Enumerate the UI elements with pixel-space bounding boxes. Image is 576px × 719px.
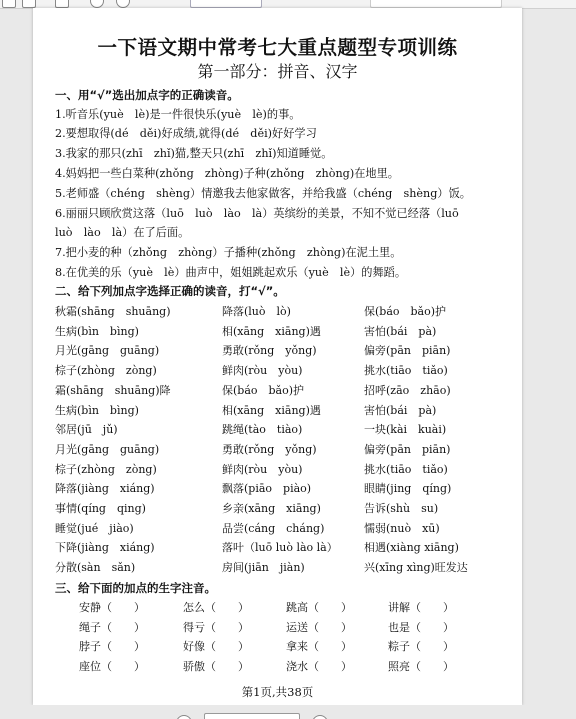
pinyin-choice-item: 害怕(bái pà) — [364, 403, 437, 417]
annotation-item: 得亏（ ） — [183, 620, 249, 634]
pinyin-choice-item: 秋霜(shāng shuāng) — [55, 305, 171, 318]
document-page — [33, 8, 522, 705]
pinyin-choice-item: 相(xāng xiāng)遇 — [222, 324, 321, 338]
pinyin-choice-item: 生病(bìn bìng) — [55, 403, 139, 417]
pinyin-choice-item: 乡亲(xāng xiāng) — [222, 502, 321, 515]
zoom-select[interactable] — [190, 0, 262, 8]
page-input[interactable] — [204, 713, 300, 719]
pinyin-choice-item: 霜(shāng shuāng)降 — [55, 383, 171, 397]
next-page-icon[interactable] — [312, 715, 328, 719]
pinyin-choice-item: 勇敢(rǒng yǒng) — [222, 344, 317, 358]
annotation-item: 跳高（ ） — [286, 601, 352, 614]
pinyin-choice-item: 保(báo bǎo)护 — [222, 383, 305, 397]
pinyin-choice-item: 眼睛(jing qíng) — [364, 482, 452, 496]
section2-heading: 二、给下列加点字选择正确的读音，打“√”。 — [55, 284, 285, 298]
pinyin-choice-item: 懦弱(nuò xū) — [364, 521, 440, 535]
annotation-item: 骄傲（ ） — [183, 659, 249, 673]
pinyin-choice-item: 告诉(shù su) — [364, 502, 439, 515]
question-item: 4.妈妈把一些白菜种(zhǒng zhòng)子种(zhǒng zhòng)在地里。 — [55, 167, 399, 180]
pinyin-choice-item: 棕子(zhòng zòng) — [55, 364, 157, 378]
zoom-out-icon[interactable] — [90, 0, 104, 8]
pinyin-choice-item: 事情(qíng qing) — [55, 502, 146, 515]
pinyin-choice-item: 下降(jiàng xiáng) — [55, 541, 155, 555]
question-item: 5.老师盛（chéng shèng）情邀我去他家做客，并给我盛（chéng shèng）饭。 — [55, 187, 471, 200]
pinyin-choice-item: 飘落(piāo piào) — [222, 482, 312, 496]
annotation-item: 好像（ ） — [183, 640, 249, 654]
pinyin-choice-item: 月光(gāng guāng) — [55, 344, 160, 358]
page-number: 第1页,共38页 — [241, 685, 314, 699]
pinyin-choice-item: 跳绳(tào tiào) — [222, 423, 303, 437]
pinyin-choice-item: 鲜肉(ròu yòu) — [222, 462, 303, 476]
pinyin-choice-item: 月光(gāng guāng) — [55, 442, 160, 456]
viewer-bottom-bar — [0, 705, 576, 719]
annotation-item: 脖子（ ） — [79, 640, 145, 654]
sidebar-toggle-icon[interactable] — [2, 0, 16, 8]
pinyin-choice-item: 睡觉(jué jiào) — [55, 521, 134, 535]
question-item: 3.我家的那只(zhī zhǐ)猫,整天只(zhī zhǐ)知道睡觉。 — [55, 147, 333, 160]
question-item: 6.丽丽只顾欣赏这落（luō luò lào là）英缤纷的美景，不知不觉已经落（luō — [55, 207, 459, 220]
pinyin-choice-item: 挑水(tiāo tiǎo) — [364, 364, 448, 378]
annotation-item: 粽子（ ） — [388, 640, 454, 654]
section3-heading: 三、给下面的加点的生字注音。 — [55, 581, 216, 595]
pinyin-choice-item: 落叶（luō luò lào là） — [222, 541, 338, 555]
annotation-item: 绳子（ ） — [79, 620, 145, 634]
pinyin-choice-item: 生病(bìn bìng) — [55, 324, 139, 338]
annotation-item: 照亮（ ） — [388, 659, 454, 673]
pinyin-choice-item: 挑水(tiāo tiǎo) — [364, 462, 448, 476]
question-item: luò lào là）在了后面。 — [55, 226, 190, 239]
pinyin-choice-item: 偏旁(pān piān) — [364, 344, 451, 358]
page-view-icon[interactable] — [22, 0, 36, 8]
annotation-item: 运送（ ） — [286, 620, 352, 634]
toolbar-menu-area[interactable] — [370, 0, 502, 8]
page-title: 一下语文期中常考七大重点题型专项训练 — [97, 36, 458, 59]
pinyin-choice-item: 降落(jiàng xiáng) — [55, 482, 155, 496]
prev-page-icon[interactable] — [176, 715, 192, 719]
pinyin-choice-item: 兴(xīng xìng)旺发达 — [364, 561, 468, 575]
annotation-item: 也是（ ） — [388, 620, 454, 634]
question-item: 2.要想取得(dé děi)好成绩,就得(dé děi)好好学习 — [55, 127, 317, 140]
copy-icon[interactable] — [55, 0, 69, 8]
pinyin-choice-item: 保(báo bǎo)护 — [364, 305, 447, 318]
annotation-item: 怎么（ ） — [183, 601, 249, 614]
question-item: 1.听音乐(yuè lè)是一件很快乐(yuè lè)的事。 — [55, 108, 301, 121]
page-subtitle: 第一部分：拼音、汉字 — [197, 62, 358, 81]
question-item: 8.在优美的乐（yuè lè）曲声中，姐姐跳起欢乐（yuè lè）的舞蹈。 — [55, 266, 407, 279]
annotation-item: 座位（ ） — [79, 659, 145, 673]
annotation-item: 拿来（ ） — [286, 640, 352, 654]
pinyin-choice-item: 偏旁(pān piān) — [364, 442, 451, 456]
pinyin-choice-item: 相(xāng xiāng)遇 — [222, 403, 321, 417]
pinyin-choice-item: 勇敢(rǒng yǒng) — [222, 442, 317, 456]
pinyin-choice-item: 招呼(zāo zhāo) — [364, 383, 451, 397]
pinyin-choice-item: 分散(sàn sǎn) — [55, 561, 136, 575]
pinyin-choice-item: 棕子(zhòng zòng) — [55, 462, 157, 476]
annotation-item: 浇水（ ） — [286, 659, 352, 673]
pinyin-choice-item: 房间(jiān jiàn) — [222, 561, 305, 575]
annotation-item: 安静（ ） — [79, 601, 145, 614]
section1-heading: 一、用“√”选出加点字的正确读音。 — [55, 88, 239, 102]
pinyin-choice-item: 品尝(cáng cháng) — [222, 521, 325, 535]
annotation-item: 讲解（ ） — [388, 601, 454, 614]
pinyin-choice-item: 鲜肉(ròu yòu) — [222, 364, 303, 378]
pinyin-choice-item: 相遇(xiàng xiāng) — [364, 541, 459, 555]
pinyin-choice-item: 一块(kài kuài) — [364, 423, 447, 437]
pinyin-choice-item: 邻居(jū jǔ) — [55, 423, 118, 437]
pinyin-choice-item: 害怕(bái pà) — [364, 324, 437, 338]
question-item: 7.把小麦的种（zhǒng zhòng）子播种(zhǒng zhòng)在泥土里。 — [55, 246, 402, 259]
pinyin-choice-item: 降落(luò lò) — [222, 305, 291, 318]
zoom-in-icon[interactable] — [116, 0, 130, 8]
